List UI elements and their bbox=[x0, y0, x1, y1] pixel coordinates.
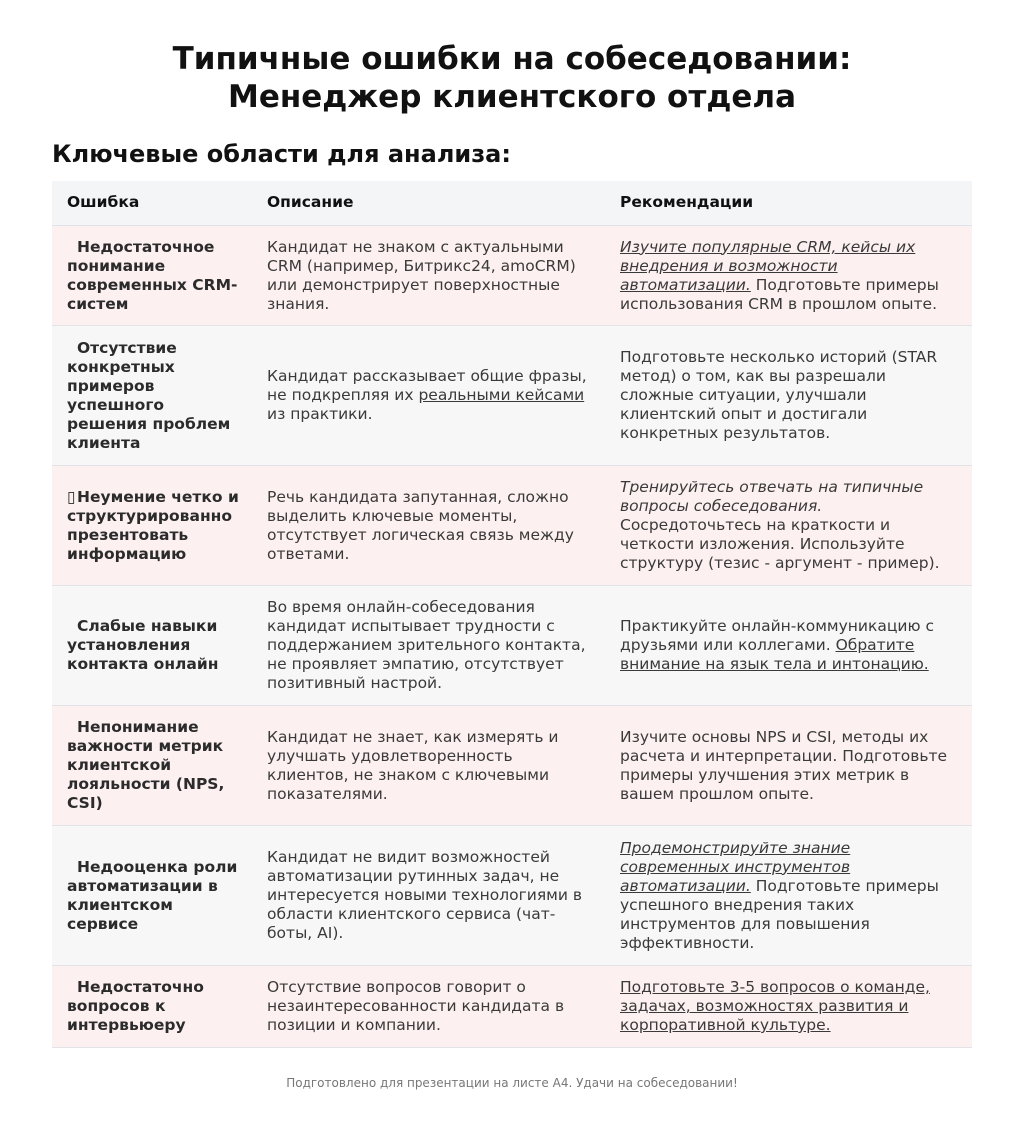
recommendation-text: Подготовьте примеры использования CRM в прошлом опыте. bbox=[620, 275, 939, 313]
table-row bbox=[52, 706, 972, 826]
recommendation-link[interactable]: Обратите внимание на язык тела и интонацию. bbox=[620, 636, 929, 673]
recommendation-link[interactable]: Продемонстрируйте знание современных инструментов автоматизации. bbox=[620, 838, 851, 895]
description-cell bbox=[252, 706, 605, 826]
error-cell bbox=[52, 466, 252, 586]
error-cell bbox=[52, 966, 252, 1048]
table-row bbox=[52, 966, 972, 1048]
recommendation-text: Подготовьте примеры успешного внедрения таких инструментов для повышения эффективности. bbox=[620, 876, 939, 952]
table-header-row bbox=[52, 181, 972, 226]
error-title: Неумение четко и структурированно презентовать информацию bbox=[67, 487, 239, 563]
recommendation-text: Сосредоточьтесь на краткости и четкости изложения. Используйте структуру (тезис - аргумент - пример). bbox=[620, 516, 940, 572]
recommendation-text: Изучите основы NPS и CSI, методы их расчета и интерпретации. Подготовьте примеры улучшения этих метрик в вашем прошлом опыте. bbox=[620, 727, 948, 803]
error-cell bbox=[52, 326, 252, 466]
header-error: Ошибка bbox=[52, 181, 252, 226]
table-row bbox=[52, 326, 972, 466]
header-description: Описание bbox=[252, 181, 605, 226]
description-cell bbox=[252, 966, 605, 1048]
description-text: Кандидат не знает, как измерять и улучшать удовлетворенность клиентов, не знаком с ключевыми показателями. bbox=[267, 727, 559, 803]
description-cell bbox=[252, 826, 605, 966]
recommendation-cell bbox=[605, 326, 972, 466]
error-bullet: ▯ bbox=[67, 487, 76, 506]
error-cell bbox=[52, 826, 252, 966]
table-row bbox=[52, 586, 972, 706]
recommendation-cell bbox=[605, 466, 972, 586]
error-title: Недостаточно вопросов к интервьюеру bbox=[67, 978, 204, 1034]
recommendation-emphasis: Тренируйтесь отвечать на типичные вопросы собеседования. bbox=[620, 478, 924, 515]
description-text: Кандидат рассказывает общие фразы, не подкрепляя их bbox=[267, 367, 587, 404]
error-title: Недооценка роли автоматизации в клиентском сервисе bbox=[67, 857, 238, 933]
table-row bbox=[52, 226, 972, 326]
error-title: Недостаточное понимание современных CRM-систем bbox=[67, 237, 238, 313]
recommendation-cell bbox=[605, 706, 972, 826]
recommendation-link[interactable]: Изучите популярные CRM, кейсы их внедрения и возможности автоматизации. bbox=[620, 237, 916, 294]
recommendation-cell bbox=[605, 826, 972, 966]
title-line-2: Менеджер клиентского отдела bbox=[227, 79, 797, 115]
description-text: Отсутствие вопросов говорит о незаинтересованности кандидата в позиции и компании. bbox=[267, 978, 565, 1034]
error-cell bbox=[52, 226, 252, 326]
error-title: Непонимание важности метрик клиентской лояльности (NPS, CSI) bbox=[67, 718, 225, 812]
recommendation-text: Подготовьте несколько историй (STAR метод) о том, как вы разрешали сложные ситуации, улучшали клиентский опыт и достигали конкретных результатов. bbox=[620, 348, 938, 442]
error-cell bbox=[52, 706, 252, 826]
table-row bbox=[52, 466, 972, 586]
description-cell bbox=[252, 326, 605, 466]
description-cell bbox=[252, 586, 605, 706]
description-cell bbox=[252, 466, 605, 586]
description-text: Речь кандидата запутанная, сложно выделить ключевые моменты, отсутствует логическая связь между ответами. bbox=[267, 487, 574, 563]
title-line-1: Типичные ошибки на собеседовании: bbox=[172, 41, 852, 77]
header-recommendations: Рекомендации bbox=[605, 181, 972, 226]
recommendation-text: Практикуйте онлайн-коммуникацию с друзьями или коллегами. bbox=[620, 617, 934, 654]
description-text-end: из практики. bbox=[267, 405, 373, 423]
recommendation-cell bbox=[605, 586, 972, 706]
description-cell bbox=[252, 226, 605, 326]
description-text: Кандидат не видит возможностей автоматизации рутинных задач, не интересуется новыми технологиями в области клиентского сервиса (чат-боты, AI). bbox=[267, 848, 582, 942]
recommendation-cell bbox=[605, 226, 972, 326]
error-cell bbox=[52, 586, 252, 706]
description-text: Кандидат не знаком с актуальными CRM (например, Битрикс24, amoCRM) или демонстрирует поверхностные знания. bbox=[267, 237, 576, 313]
error-title: Отсутствие конкретных примеров успешного решения проблем клиента bbox=[67, 338, 231, 452]
description-text: Во время онлайн-собеседования кандидат испытывает трудности с поддержанием зрительного контакта, не проявляет эмпатию, отсутствует позитивный настрой. bbox=[267, 598, 586, 692]
section-title: Ключевые области для анализа: bbox=[52, 140, 511, 168]
footer-note: Подготовлено для презентации на листе А4. Удачи на собеседовании! bbox=[286, 1076, 738, 1090]
table-row bbox=[52, 826, 972, 966]
page-title bbox=[0, 0, 1024, 116]
errors-table bbox=[52, 181, 972, 1048]
description-link[interactable]: реальными кейсами bbox=[418, 386, 585, 404]
recommendation-link[interactable]: Подготовьте 3-5 вопросов о команде, задачах, возможностях развития и корпоративной культуре. bbox=[620, 978, 930, 1034]
error-title: Слабые навыки установления контакта онлайн bbox=[67, 617, 219, 673]
recommendation-cell bbox=[605, 966, 972, 1048]
